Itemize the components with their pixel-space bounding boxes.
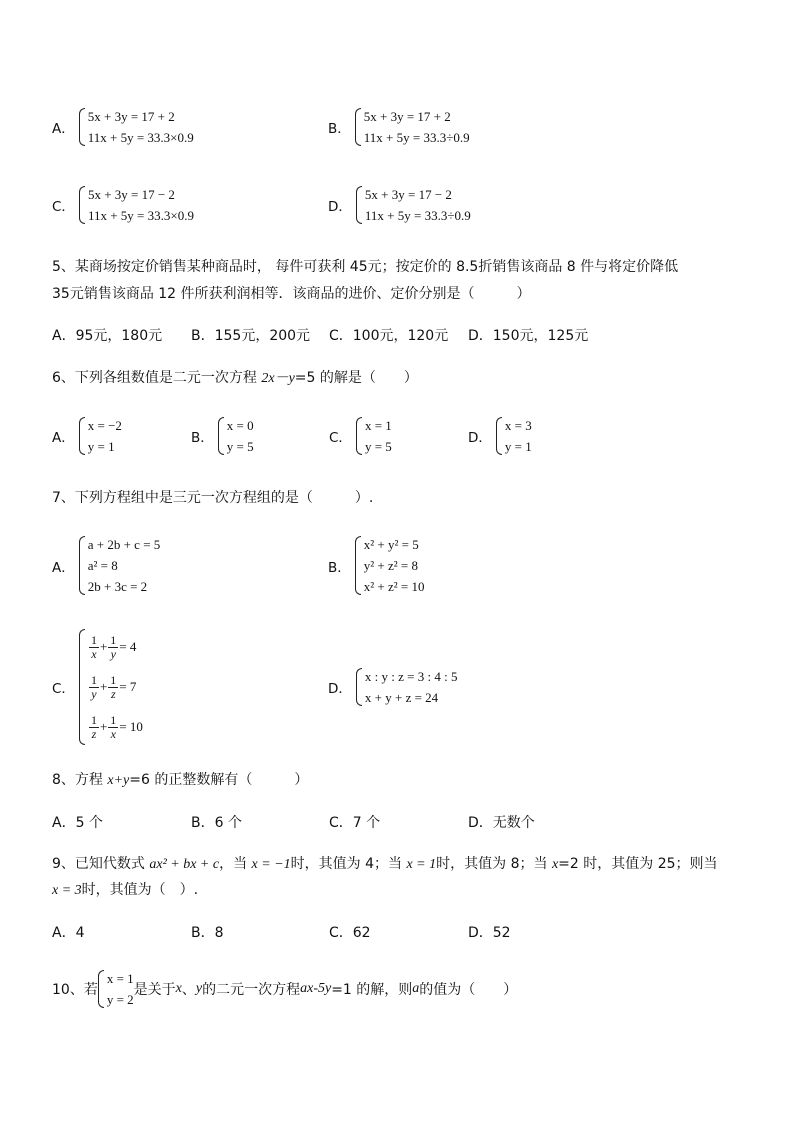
- equation-line: y = 2: [106, 992, 134, 1007]
- equation-system: [356, 184, 471, 226]
- denominator: z: [91, 726, 97, 741]
- equation-line: x = 3: [504, 418, 532, 433]
- equation-system: [355, 534, 425, 597]
- q9-math: x = −1: [251, 857, 291, 872]
- q9-text: =2 时，其值为 25；则当: [558, 856, 718, 872]
- fraction: [108, 714, 118, 741]
- q9-option-d[interactable]: D．52: [468, 925, 511, 941]
- q9-stem-line1: [52, 853, 718, 873]
- plus-sign: +: [99, 639, 108, 654]
- denominator: z: [110, 686, 116, 701]
- equation-line: x = 1: [364, 418, 392, 433]
- equation-rhs: = 7: [119, 679, 137, 694]
- q5-option-b[interactable]: B．155元，200元: [191, 328, 311, 344]
- equation-line: y = 1: [87, 439, 115, 454]
- equation-system: [79, 106, 194, 148]
- q4-option-d[interactable]: [328, 184, 471, 226]
- denominator: x: [91, 646, 97, 661]
- q9-text: 9、已知代数式: [52, 856, 150, 872]
- equation-system: [98, 968, 134, 1010]
- q9-text: 时，其值为（ ）.: [81, 882, 199, 898]
- denominator: y: [110, 646, 116, 661]
- denominator: y: [91, 686, 97, 701]
- fraction-equation-2: [88, 667, 143, 707]
- q4-option-c[interactable]: [52, 184, 194, 226]
- q10-stem: [52, 968, 517, 1010]
- equation-system: [79, 627, 143, 747]
- q5-option-d[interactable]: D．150元，125元: [468, 328, 589, 344]
- equation-system: [79, 184, 194, 226]
- q10-text: 、: [181, 982, 196, 998]
- option-letter: C．: [52, 199, 75, 215]
- option-letter: B．: [328, 559, 351, 576]
- equation-line: 5x + 3y = 17 − 2: [87, 187, 175, 202]
- fraction: [108, 674, 118, 701]
- denominator: x: [110, 726, 116, 741]
- equation-line: a + 2b + c = 5: [87, 537, 161, 552]
- q9-text: 时，其值为 4；当: [290, 856, 407, 872]
- q8-stem-text: 8、方程: [52, 772, 108, 788]
- fraction-equation-1: [88, 627, 143, 667]
- q8-stem-text-end: =6 的正整数解有（ ）: [129, 772, 309, 788]
- equation-rhs: = 4: [119, 639, 137, 654]
- option-letter: A．: [52, 430, 75, 446]
- fraction: [108, 634, 118, 661]
- q10-math: x: [175, 981, 182, 996]
- q5-stem-line1: 5、某商场按定价销售某种商品时， 每件可获利 45元；按定价的 8.5折销售该商品 8 件与将定价降低: [52, 259, 679, 275]
- equation-line: 11x + 5y = 33.3×0.9: [87, 130, 194, 145]
- numerator: 1: [110, 672, 117, 687]
- q10-math: y: [195, 981, 203, 996]
- q9-stem-line2: [52, 879, 198, 899]
- q7-option-b[interactable]: [328, 534, 425, 597]
- q8-option-b[interactable]: B．6 个: [191, 815, 242, 831]
- q8-option-d[interactable]: D．无数个: [468, 815, 535, 831]
- q9-math: ax² + bx + c: [149, 857, 220, 872]
- option-letter: A．: [52, 121, 75, 137]
- equation-line: x = 1: [106, 971, 134, 986]
- numerator: 1: [110, 632, 117, 647]
- option-letter: A．: [52, 559, 75, 576]
- option-letter: D．: [328, 681, 352, 697]
- equation-line: 11x + 5y = 33.3×0.9: [87, 208, 194, 223]
- equation-system: [496, 415, 532, 457]
- equation-system: [356, 415, 392, 457]
- equation-system: [218, 415, 254, 457]
- q10-text: 的二元一次方程: [202, 982, 301, 998]
- equation-rhs: = 10: [119, 719, 143, 734]
- equation-line: x : y : z = 3 : 4 : 5: [364, 669, 458, 684]
- q10-math: a: [412, 981, 420, 996]
- equation-line: x² + y² = 5: [363, 537, 419, 552]
- plus-sign: +: [99, 719, 108, 734]
- option-letter: B．: [191, 430, 214, 446]
- equation-line: 5x + 3y = 17 + 2: [87, 109, 175, 124]
- q9-option-a[interactable]: A．4: [52, 925, 85, 941]
- q8-option-c[interactable]: C．7 个: [329, 815, 381, 831]
- q4-option-a[interactable]: [52, 106, 194, 148]
- q9-math: x = 1: [406, 857, 437, 872]
- question-number: 10、若: [52, 982, 98, 998]
- option-letter: D．: [468, 430, 492, 446]
- q9-option-c[interactable]: C．62: [329, 925, 371, 941]
- equation-line: y = 5: [364, 439, 392, 454]
- q6-option-a[interactable]: [52, 415, 122, 457]
- q6-option-d[interactable]: [468, 415, 532, 457]
- equation-line: x = −2: [87, 418, 122, 433]
- q7-option-a[interactable]: [52, 534, 160, 597]
- equation-system: [79, 534, 161, 597]
- q7-option-d[interactable]: [328, 666, 457, 708]
- equation-line: y = 5: [226, 439, 254, 454]
- q6-option-c[interactable]: [329, 415, 392, 457]
- equation-system: [79, 415, 122, 457]
- equation-line: 11x + 5y = 33.3÷0.9: [364, 208, 471, 223]
- equation-line: y = 1: [504, 439, 532, 454]
- equation-line: x = 0: [226, 418, 254, 433]
- plus-sign: +: [99, 679, 108, 694]
- numerator: 1: [90, 632, 97, 647]
- option-letter: C．: [52, 681, 75, 697]
- q10-text: 是关于: [133, 982, 176, 998]
- q5-option-c[interactable]: C．100元，120元: [329, 328, 449, 344]
- q9-text: 时，其值为 8；当: [436, 856, 552, 872]
- equation-line: x + y + z = 24: [364, 690, 439, 705]
- q10-text: =1 的解，则: [331, 982, 413, 998]
- q6-stem-text-end: =5 的解是（ ）: [294, 370, 418, 386]
- q4-option-b[interactable]: [328, 106, 470, 148]
- q5-stem-line2: 35元销售该商品 12 件所获利润相等．该商品的进价、定价分别是（ ）: [52, 286, 531, 302]
- q8-stem-math: x+y: [107, 773, 130, 788]
- q9-math: x = 3: [52, 883, 82, 898]
- numerator: 1: [90, 712, 97, 727]
- q9-math: x: [551, 857, 559, 872]
- option-letter: D．: [328, 199, 352, 215]
- option-letter: C．: [329, 430, 352, 446]
- q8-stem: [52, 769, 308, 789]
- q9-text: ，当: [219, 856, 252, 872]
- equation-line: 11x + 5y = 33.3÷0.9: [363, 130, 470, 145]
- fraction: [89, 714, 99, 741]
- q7-stem: 7、下列方程组中是三元一次方程组的是（ ）.: [52, 490, 374, 506]
- q7-option-c[interactable]: [52, 627, 143, 747]
- equation-system: [356, 666, 458, 708]
- equation-line: 5x + 3y = 17 − 2: [364, 187, 452, 202]
- equation-line: a² = 8: [87, 558, 118, 573]
- q6-option-b[interactable]: [191, 415, 254, 457]
- numerator: 1: [110, 712, 117, 727]
- equation-system: [355, 106, 470, 148]
- q8-option-a[interactable]: A．5 个: [52, 815, 103, 831]
- q10-text: 的值为（ ）: [419, 982, 518, 998]
- equation-line: 2b + 3c = 2: [87, 579, 148, 594]
- numerator: 1: [90, 672, 97, 687]
- q10-math: ax-5y: [300, 981, 332, 996]
- option-letter: B．: [328, 121, 351, 137]
- q9-option-b[interactable]: B．8: [191, 925, 224, 941]
- q6-stem-math: 2x－y: [261, 371, 295, 386]
- equation-line: x² + z² = 10: [363, 579, 425, 594]
- q5-option-a[interactable]: A．95元，180元: [52, 328, 163, 344]
- equation-line: y² + z² = 8: [363, 558, 418, 573]
- q6-stem: [52, 367, 418, 387]
- q6-stem-text: 6、下列各组数值是二元一次方程: [52, 370, 262, 386]
- equation-line: 5x + 3y = 17 + 2: [363, 109, 451, 124]
- fraction: [89, 634, 99, 661]
- fraction: [89, 674, 99, 701]
- fraction-equation-3: [88, 707, 143, 747]
